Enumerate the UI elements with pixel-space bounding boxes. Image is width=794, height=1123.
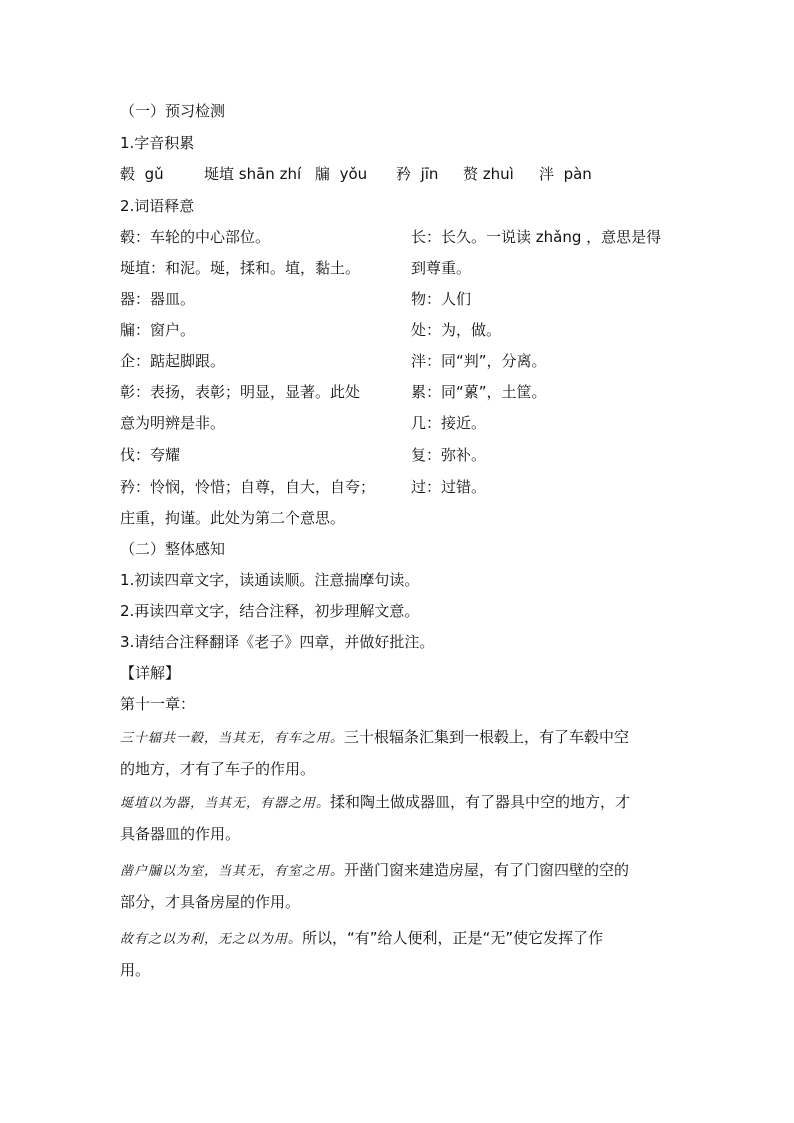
pinyin-item: 埏埴 shān zhí xyxy=(204,165,302,183)
translation-continuation: 的地方，才有了车子的作用。 xyxy=(120,760,316,778)
vocab-left-item: 埏埴：和泥。埏，揉和。埴，黏土。 xyxy=(120,259,361,277)
translation-text: 三十根辐条汇集到一根毂上，有了车毂中空 xyxy=(344,728,630,746)
vocab-left-item: 企：踮起脚跟。 xyxy=(120,352,226,370)
translation-continuation: 用。 xyxy=(120,961,151,979)
classical-quote: 埏埴以为器，当其无，有器之用。 xyxy=(120,796,331,811)
vocab-right-item: 累：同“蔂”，土筐。 xyxy=(411,383,547,401)
translation-continuation: 部分，才具备房屋的作用。 xyxy=(120,893,301,911)
vocab-left-item: 伐：夸耀 xyxy=(120,446,181,464)
section-title-overall: （二）整体感知 xyxy=(120,540,226,558)
explanation-line xyxy=(120,928,603,950)
vocab-left-item: 矜：怜悯，怜惜；自尊，自大，自夸； xyxy=(120,478,376,496)
vocab-right-item: 过：过错。 xyxy=(411,478,487,496)
explanation-line xyxy=(120,792,630,814)
subheading-vocabulary: 2.词语释意 xyxy=(120,197,195,215)
chapter-heading: 第十一章： xyxy=(120,695,196,713)
pinyin-item: 毂 gǔ xyxy=(120,165,164,183)
pinyin-item: 泮 pàn xyxy=(539,165,592,183)
vocab-left-item: 牖：窗户。 xyxy=(120,321,196,339)
task-item: 1.初读四章文字，读通读顺。注意揣摩句读。 xyxy=(120,571,420,589)
pinyin-item: 牖 yǒu xyxy=(315,165,368,183)
explanation-line xyxy=(120,860,629,882)
vocab-left-item: 毂：车轮的中心部位。 xyxy=(120,228,271,246)
vocab-left-item: 彰：表扬，表彰；明显，显著。此处 xyxy=(120,383,361,401)
translation-text: 揉和陶土做成器皿，有了器具中空的地方，才 xyxy=(330,793,631,811)
vocab-right-item: 泮：同“判”，分离。 xyxy=(411,352,547,370)
translation-text: 所以，“有”给人便利，正是“无”使它发挥了作 xyxy=(302,929,604,947)
vocab-right-item: 处：为，做。 xyxy=(411,321,502,339)
subheading-pronunciation: 1.字音积累 xyxy=(120,134,195,152)
vocab-right-item: 物：人们 xyxy=(411,290,472,308)
pinyin-item: 赘 zhuì xyxy=(463,165,514,183)
vocab-right-item: 复：弥补。 xyxy=(411,446,487,464)
section-title-preview: （一）预习检测 xyxy=(120,102,226,120)
vocab-right-item: 到尊重。 xyxy=(411,259,472,277)
vocab-left-item: 器：器皿。 xyxy=(120,290,196,308)
task-item: 2.再读四章文字，结合注释，初步理解文意。 xyxy=(120,602,420,620)
task-item: 3.请结合注释翻译《老子》四章，并做好批注。 xyxy=(120,633,435,651)
classical-quote: 凿户牖以为室，当其无，有室之用。 xyxy=(120,864,345,879)
classical-quote: 故有之以为利，无之以为用。 xyxy=(120,932,303,947)
vocab-left-tail: 庄重，拘谨。此处为第二个意思。 xyxy=(120,509,346,527)
detail-heading: 【详解】 xyxy=(120,664,181,682)
explanation-line xyxy=(120,727,629,749)
vocab-right-item: 几：接近。 xyxy=(411,414,487,432)
translation-text: 开凿门窗来建造房屋，有了门窗四壁的空的 xyxy=(344,861,630,879)
translation-continuation: 具备器皿的作用。 xyxy=(120,825,241,843)
classical-quote: 三十辐共一毂，当其无，有车之用。 xyxy=(120,731,345,746)
pinyin-item: 矜 jīn xyxy=(396,165,439,183)
vocab-right-item: 长：长久。一说读 zhǎng ，意思是得 xyxy=(411,228,662,246)
vocab-left-item: 意为明辨是非。 xyxy=(120,414,226,432)
